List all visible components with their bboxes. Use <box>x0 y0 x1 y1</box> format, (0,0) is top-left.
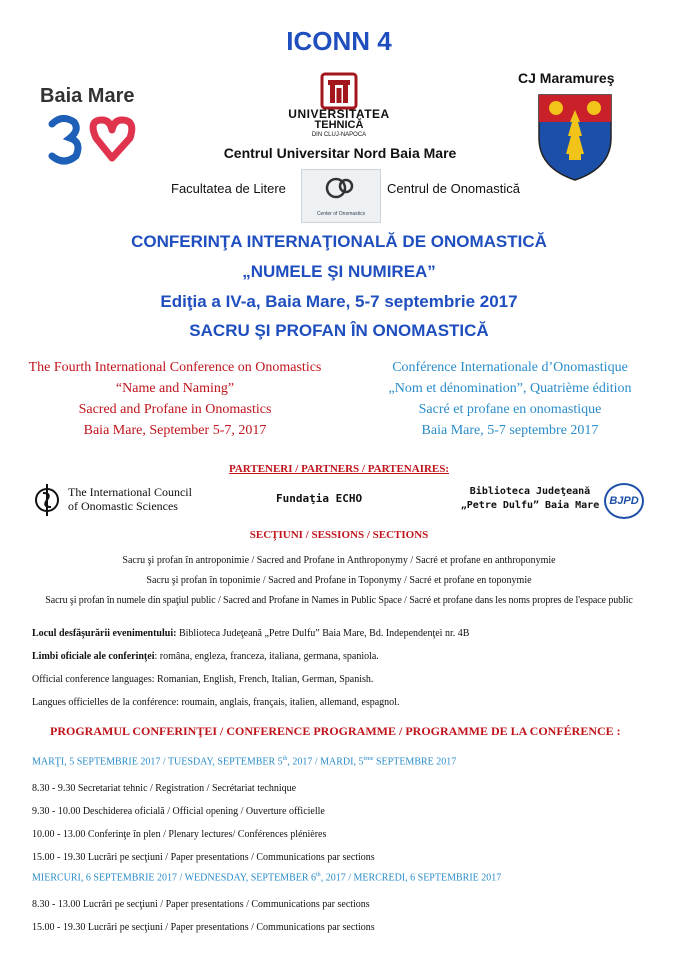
schedule-item: 8.30 - 9.30 Secretariat tehnic / Registration / Secrétariat technique <box>32 783 297 794</box>
university-crest-icon <box>320 72 358 110</box>
library-line2: „Petre Dulfu” Baia Mare <box>460 500 600 511</box>
day2-heading-part1: MIERCURI, 6 SEPTEMBRIE 2017 / WEDNESDAY, SEPTEMBER 6 <box>32 872 317 884</box>
section-item: Sacru şi profan în numele din spaţiul public / Sacred and Profane in Names in Public Space / Sacré et profane dans les noms propres de l'espace public <box>45 595 633 606</box>
day2-schedule <box>32 893 375 939</box>
languages-value: : româna, engleza, franceza, italiana, germana, spaniola. <box>154 651 379 662</box>
center-of-onomastics-caption: Center of Onomastics <box>316 211 366 217</box>
library-logo-badge: BJPD <box>604 483 644 519</box>
day2-heading-part2: , 2017 / MERCREDI, 6 SEPTEMBRIE 2017 <box>320 872 502 884</box>
day1-heading-part3: SEPTEMBRE 2017 <box>373 756 457 768</box>
languages-line <box>32 651 379 662</box>
ro-title-line2: „NUMELE ŞI NUMIREA” <box>242 262 436 281</box>
schedule-item: 10.00 - 13.00 Conferinţe în plen / Plenary lectures/ Conférences plénières <box>32 829 327 840</box>
cj-maramures-label: CJ Maramureş <box>518 70 615 86</box>
day1-heading-part1: MARŢI, 5 SEPTEMBRIE 2017 / TUESDAY, SEPTEMBER 5 <box>32 756 283 768</box>
day1-heading <box>32 756 456 767</box>
coat-of-arms-icon <box>536 92 614 182</box>
echo-foundation-label: Fundaţia ECHO <box>276 492 363 505</box>
schedule-item: 15.00 - 19.30 Lucrări pe secţiuni / Paper presentations / Communications par sections <box>32 852 375 863</box>
library-line1: Biblioteca Judeţeană <box>469 486 591 497</box>
ro-title-line1: CONFERINŢA INTERNAŢIONALĂ DE ONOMASTICĂ <box>131 232 547 251</box>
icos-line2: of Onomastic Sciences <box>68 499 178 513</box>
schedule-item: 8.30 - 13.00 Lucrări pe secţiuni / Paper presentations / Communications par sections <box>32 899 370 910</box>
library-label <box>450 485 610 513</box>
university-name-line1: UNIVERSITATEA <box>288 107 390 121</box>
baia-mare-logo-text: Baia Mare <box>40 85 135 107</box>
day1-heading-part2: , 2017 / MARDI, 5 <box>287 756 364 768</box>
onomastics-center-label: Centrul de Onomastică <box>387 181 520 196</box>
day1-heading-sup2: ème <box>363 756 374 762</box>
programme-heading: PROGRAMUL CONFERINŢEI / CONFERENCE PROGRAMME / PROGRAMME DE LA CONFÉRENCE : <box>50 724 621 738</box>
official-languages-fr: Langues officielles de la conférence: roumain, anglais, français, italien, allemand, espagnol. <box>32 697 400 708</box>
center-of-onomastics-logo <box>301 169 381 223</box>
location-value: Biblioteca Judeţeană „Petre Dulfu” Baia Mare, Bd. Independenţei nr. 4B <box>176 628 470 639</box>
section-item: Sacru şi profan în toponimie / Sacred and Profane in Toponymy / Sacré et profane en toponymie <box>146 575 532 586</box>
location-line <box>32 628 469 639</box>
fr-title-line1: Conférence Internationale d’Onomastique <box>392 360 628 375</box>
fr-title-line4: Baia Mare, 5-7 septembre 2017 <box>421 423 599 438</box>
languages-label: Limbi oficiale ale conferinţei <box>32 651 155 662</box>
fr-title-line2: „Nom et dénomination”, Quatrième édition <box>388 381 632 396</box>
center-subtitle: Centrul Universitar Nord Baia Mare <box>223 145 457 161</box>
schedule-item: 9.30 - 10.00 Deschiderea oficială / Official opening / Ouverture officielle <box>32 806 325 817</box>
official-languages-en: Official conference languages: Romanian, English, French, Italian, German, Spanish. <box>32 674 374 685</box>
en-title-line1: The Fourth International Conference on Onomastics <box>28 360 322 375</box>
location-label: Locul desfăşurării evenimentului: <box>32 628 177 639</box>
english-title-block <box>14 357 336 441</box>
schedule-item: 15.00 - 19.30 Lucrări pe secţiuni / Paper presentations / Communications par sections <box>32 922 375 933</box>
sections-heading: SECŢIUNI / SESSIONS / SECTIONS <box>249 529 429 541</box>
university-name-line2: TEHNICĂ <box>314 119 364 131</box>
french-title-block <box>352 357 668 441</box>
section-item: Sacru şi profan în antroponimie / Sacred and Profane in Anthroponymy / Sacré et profane en anthroponymie <box>122 555 556 566</box>
ro-title-line4: SACRU ŞI PROFAN ÎN ONOMASTICĂ <box>189 321 489 340</box>
icos-line1: The International Council <box>68 485 192 499</box>
fr-title-line3: Sacré et profane en onomastique <box>418 402 602 417</box>
page-title: ICONN 4 <box>286 26 392 56</box>
sections-list <box>0 551 678 611</box>
day1-schedule <box>32 777 375 869</box>
day2-heading <box>32 872 501 883</box>
en-title-line4: Baia Mare, September 5-7, 2017 <box>83 423 267 438</box>
icos-logo-icon <box>34 483 60 517</box>
ro-title-line3: Ediţia a IV-a, Baia Mare, 5-7 septembrie 2017 <box>160 292 518 311</box>
university-name-line3: DIN CLUJ-NAPOCA <box>311 132 367 138</box>
en-title-line2: “Name and Naming” <box>115 381 235 396</box>
day2-heading-sup1: th <box>316 872 321 878</box>
baia-mare-30-logo <box>48 112 144 168</box>
en-title-line3: Sacred and Profane in Onomastics <box>78 402 272 417</box>
partners-heading: PARTENERI / PARTNERS / PARTENAIRES: <box>228 463 450 475</box>
onomastics-rings-icon <box>302 170 380 204</box>
day1-heading-sup1: th <box>282 756 288 762</box>
faculty-label: Facultatea de Litere <box>171 181 286 196</box>
icos-label <box>68 485 192 513</box>
